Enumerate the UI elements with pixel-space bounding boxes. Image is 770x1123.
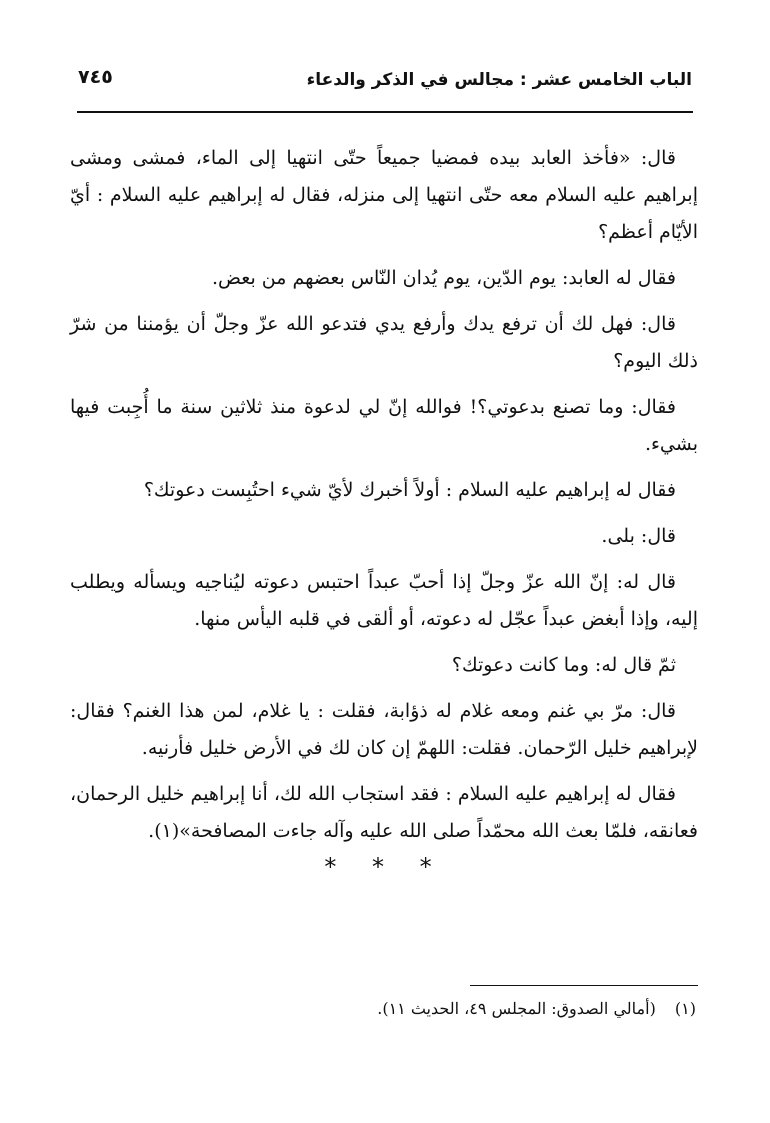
main-text bbox=[70, 140, 698, 859]
section-separator: * * * bbox=[324, 853, 446, 881]
paragraph: ثمّ قال له: وما كانت دعوتك؟ bbox=[451, 654, 676, 676]
paragraph: قال: مرّ بي غنم ومعه غلام له ذؤابة، فقلت : يا غلام، لمن هذا الغنم؟ فقال: لإبراهيم خليل الرّحمان. فقلت: اللهمّ إن كان لك في الأرض خليل فأرنيه. bbox=[70, 700, 698, 759]
paragraph: فقال له العابد: يوم الدّين، يوم يُدان النّاس بعضهم من بعض. bbox=[211, 267, 676, 289]
running-head: الباب الخامس عشر : مجالس في الذكر والدعاء bbox=[306, 70, 692, 90]
footnote bbox=[76, 996, 696, 1022]
paragraph: قال: بلى. bbox=[601, 525, 676, 547]
paragraph: فقال له إبراهيم عليه السلام : أولاً أخبرك لأيّ شيء احتُبِست دعوتك؟ bbox=[143, 479, 676, 501]
page-number: ٧٤٥ bbox=[78, 66, 113, 88]
paragraph: قال: فهل لك أن ترفع يدك وأرفع يدي فتدعو الله عزّ وجلّ أن يؤمننا من شرّ ذلك اليوم؟ bbox=[70, 313, 698, 372]
footnote-marker: (١) bbox=[674, 999, 696, 1018]
header-rule bbox=[77, 111, 693, 113]
paragraph: قال له: إنّ الله عزّ وجلّ إذا أحبّ عبداً احتبس دعوته ليُناجيه ويسأله ويطلب إليه، وإذا أبغض عبداً عجّل له دعوته، أو ألقى في قلبه اليأس منها. bbox=[70, 571, 698, 630]
paragraph: فقال: وما تصنع بدعوتي؟! فوالله إنّ لي لدعوة منذ ثلاثين سنة ما أُجِبت فيها بشيء. bbox=[70, 396, 698, 455]
footnote-rule bbox=[470, 985, 698, 986]
paragraph: فقال له إبراهيم عليه السلام : فقد استجاب الله لك، أنا إبراهيم خليل الرحمان، فعانقه، فلمّا بعث الله محمّداً صلى الله عليه وآله جاءت المصافحة»(١). bbox=[70, 783, 698, 842]
footnote-text: (أمالي الصدوق: المجلس ٤٩، الحديث ١١). bbox=[377, 999, 656, 1018]
paragraph: قال: «فأخذ العابد بيده فمضيا جميعاً حتّى انتهيا إلى الماء، فمشى ومشى إبراهيم عليه السلام معه حتّى انتهيا إلى منزله، فقال له إبراهيم عليه السلام : أيّ الأيّام أعظم؟ bbox=[70, 147, 699, 243]
